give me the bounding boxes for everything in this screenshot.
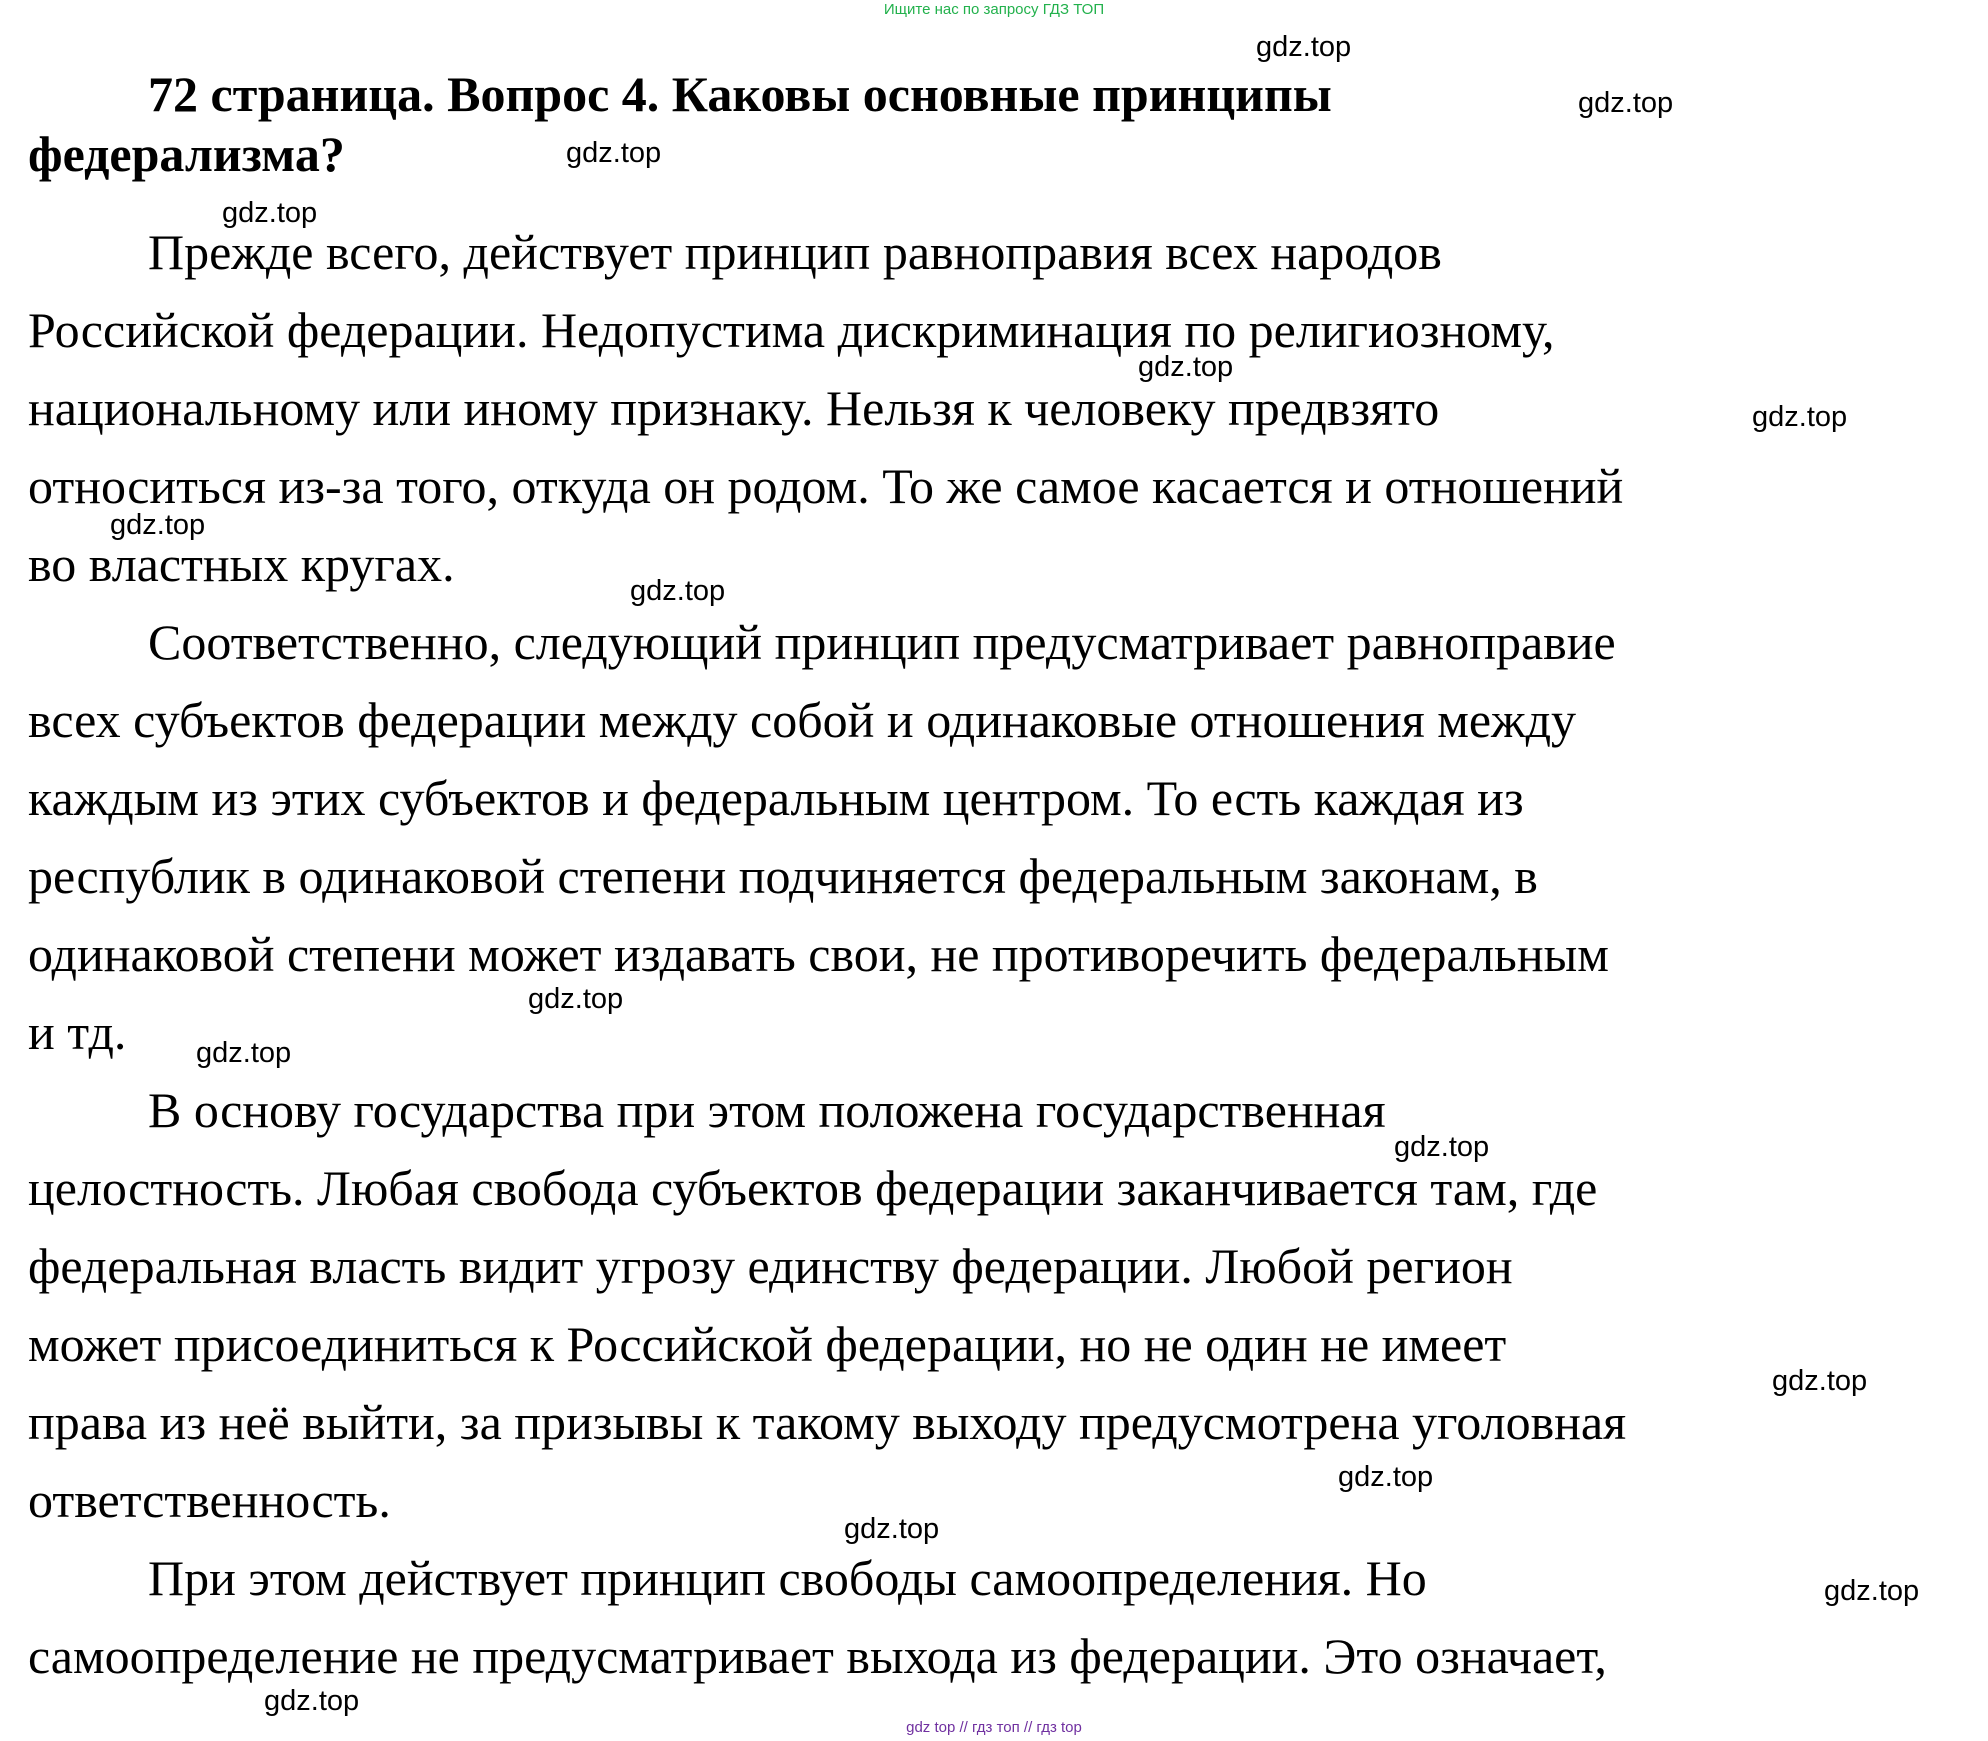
watermark: gdz.top	[110, 509, 206, 541]
watermark: gdz.top	[1772, 1365, 1868, 1397]
title-line-1: 72 страница. Вопрос 4. Каковы основные принципы	[148, 66, 1332, 122]
paragraph-line: национальному или иному признаку. Нельзя к человеку предвзято	[28, 380, 1440, 436]
paragraph-line: всех субъектов федерации между собой и одинаковые отношения между	[28, 692, 1577, 748]
paragraph-line: самоопределение не предусматривает выхода из федерации. Это означает,	[28, 1628, 1607, 1684]
paragraph-line: ответственность.	[28, 1472, 391, 1528]
watermark: gdz.top	[222, 197, 318, 229]
paragraph-line: федеральная власть видит угрозу единству федерации. Любой регион	[28, 1238, 1513, 1294]
paragraph-line: республик в одинаковой степени подчиняется федеральным законам, в	[28, 848, 1538, 904]
watermark: gdz.top	[264, 1685, 360, 1717]
paragraph-line: относиться из-за того, откуда он родом. То же самое касается и отношений	[28, 458, 1624, 514]
paragraph-line: Российской федерации. Недопустима дискриминация по религиозному,	[28, 302, 1555, 358]
paragraph-4	[28, 1539, 1968, 1695]
watermark: gdz.top	[1578, 87, 1674, 119]
paragraph-3	[28, 1071, 1968, 1539]
top-banner: Ищите нас по запросу ГДЗ ТОП	[883, 1, 1105, 18]
watermark: gdz.top	[1394, 1131, 1490, 1163]
paragraph-line: может присоединиться к Российской федерации, но не один не имеет	[28, 1316, 1507, 1372]
paragraph-line: и тд.	[28, 1004, 127, 1060]
watermark: gdz.top	[1824, 1575, 1920, 1607]
paragraph-line: Прежде всего, действует принцип равноправия всех народов	[148, 224, 1442, 280]
paragraph-line: каждым из этих субъектов и федеральным центром. То есть каждая из	[28, 770, 1524, 826]
paragraph-line: В основу государства при этом положена государственная	[148, 1082, 1386, 1138]
watermark: gdz.top	[844, 1513, 940, 1545]
watermark: gdz.top	[630, 575, 726, 607]
watermark: gdz.top	[1256, 31, 1352, 63]
page-title	[28, 64, 1588, 184]
watermark: gdz.top	[1138, 351, 1234, 383]
watermark: gdz.top	[1752, 401, 1848, 433]
watermark: gdz.top	[196, 1037, 292, 1069]
watermark: gdz.top	[1338, 1461, 1434, 1493]
paragraph-line: При этом действует принцип свободы самоопределения. Но	[148, 1550, 1427, 1606]
paragraph-line: целостность. Любая свобода субъектов федерации заканчивается там, где	[28, 1160, 1598, 1216]
paragraph-line: права из неё выйти, за призывы к такому выходу предусмотрена уголовная	[28, 1394, 1627, 1450]
paragraph-line: одинаковой степени может издавать свои, не противоречить федеральным	[28, 926, 1609, 982]
title-line-2: федерализма?	[28, 126, 345, 182]
paragraph-line: Соответственно, следующий принцип предусматривает равноправие	[148, 614, 1616, 670]
paragraph-2	[28, 603, 1968, 1071]
watermark: gdz.top	[566, 137, 662, 169]
paragraph-line: во властных кругах.	[28, 536, 455, 592]
footer-watermark: gdz top // гдз топ // гдз top	[906, 1719, 1082, 1736]
paragraph-1	[28, 213, 1968, 603]
watermark: gdz.top	[528, 983, 624, 1015]
